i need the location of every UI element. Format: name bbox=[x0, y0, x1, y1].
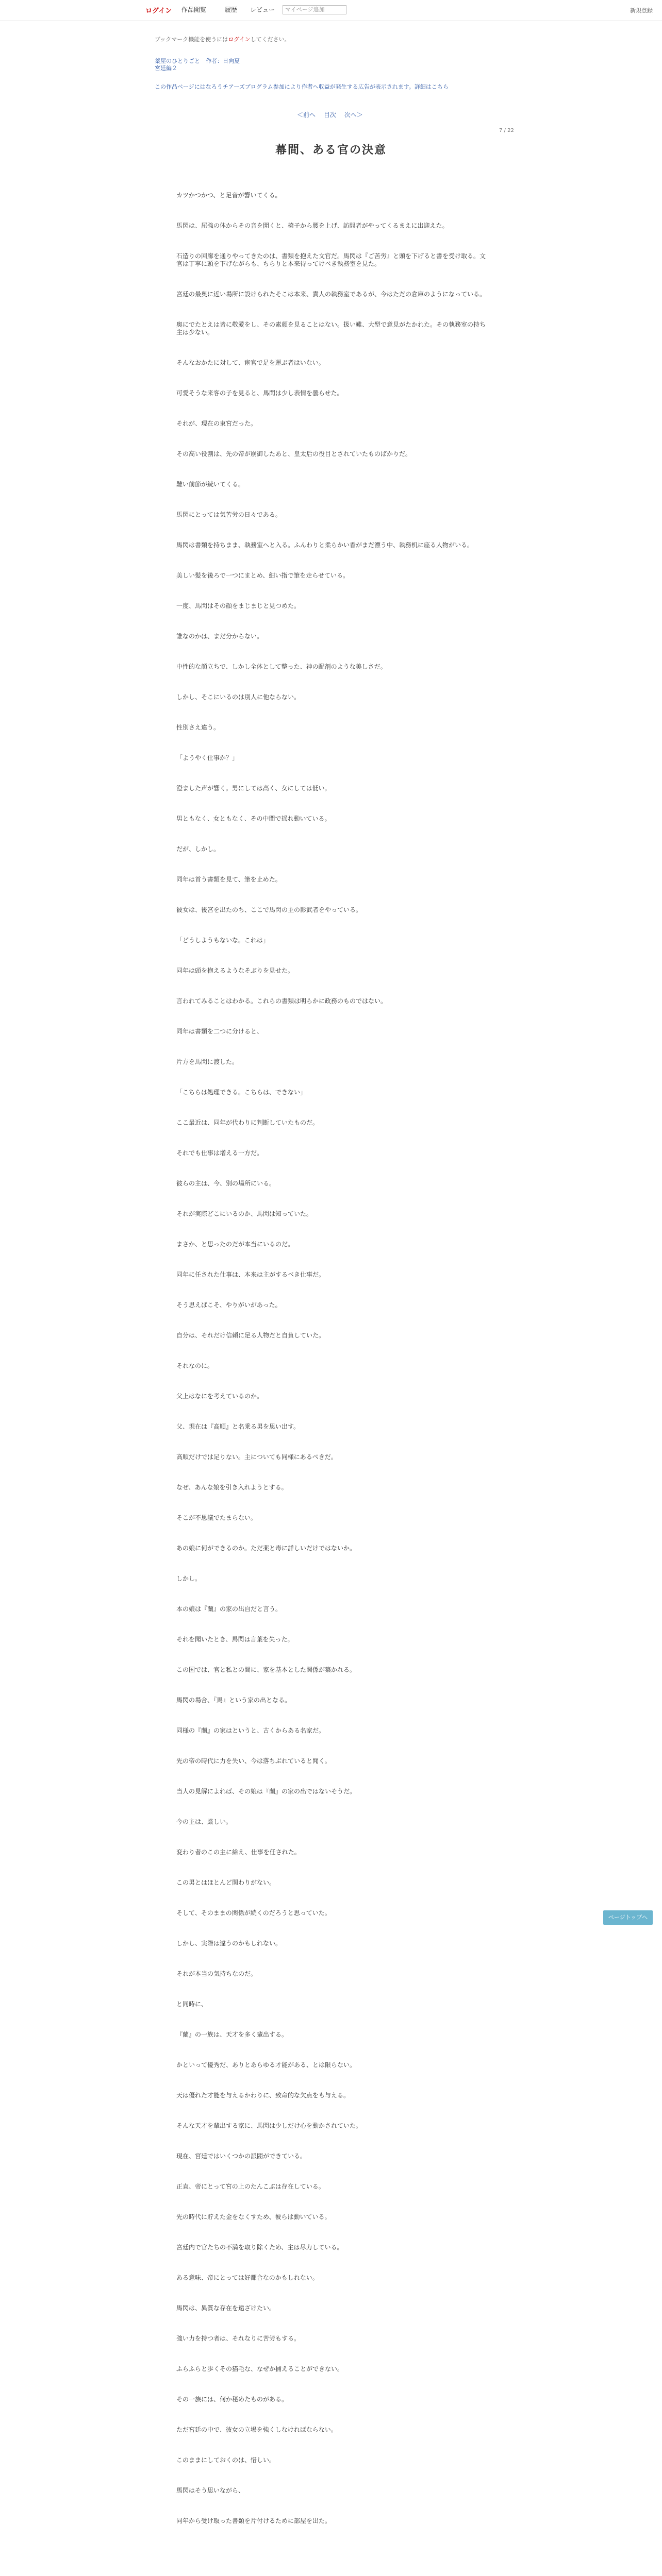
chapter-body bbox=[176, 192, 486, 2548]
body-paragraph: カツかつかつ、と足音が響いてくる。 bbox=[176, 192, 282, 199]
body-paragraph: 宮廷内で官たちの不満を取り除くため、主は尽力している。 bbox=[176, 2244, 343, 2251]
body-paragraph: この男とはほとんど関わりがない。 bbox=[176, 1879, 276, 1886]
nav-item-works[interactable]: 作品閲覧 bbox=[181, 6, 207, 13]
body-paragraph: しかし。 bbox=[176, 1575, 202, 1582]
body-paragraph: 片方を馬閃に渡した。 bbox=[176, 1058, 239, 1065]
bookmark-login-notice bbox=[155, 35, 290, 43]
chapter-pager bbox=[294, 110, 366, 119]
body-paragraph: 同年は頭を抱えるようなそぶりを見せた。 bbox=[176, 967, 294, 974]
body-paragraph: しかし、そこにいるのは別人に他ならない。 bbox=[176, 693, 301, 701]
body-paragraph: だが、しかし。 bbox=[176, 845, 220, 853]
body-paragraph: 男ともなく、女ともなく、その中間で揺れ動いている。 bbox=[176, 815, 331, 822]
prev-chapter-link[interactable]: ＜前へ bbox=[297, 111, 316, 118]
body-paragraph: そこが不思議でたまらない。 bbox=[176, 1514, 257, 1521]
body-paragraph: 父上はなにを考えているのか。 bbox=[176, 1393, 263, 1400]
notice-prefix: ブックマーク機能を使うには bbox=[155, 36, 228, 43]
body-paragraph: 高順だけでは足りない。主についても同様にあるべきだ。 bbox=[176, 1453, 337, 1461]
body-paragraph: 彼らの主は、今、別の場所にいる。 bbox=[176, 1180, 276, 1187]
nav-item-review[interactable]: レビュー bbox=[250, 6, 275, 13]
body-paragraph: 彼女は、後宮を出たのち、ここで馬閃の主の影武者をやっている。 bbox=[176, 906, 362, 913]
body-paragraph: そんなおかたに対して、宦官で足を運ぶ者はいない。 bbox=[176, 359, 325, 366]
body-paragraph: 宮廷の最奥に近い場所に設けられたそこは本来、貴人の執務室であるが、今はただの倉庫のようになっている。 bbox=[176, 291, 486, 298]
body-paragraph: それが、現在の東宮だった。 bbox=[176, 420, 257, 427]
body-paragraph: ある意味、帝にとっては好都合なのかもしれない。 bbox=[176, 2274, 319, 2281]
body-paragraph: 自分は、それだけ信頼に足る人物だと自負していた。 bbox=[176, 1332, 325, 1339]
page-top-button[interactable]: ページトップへ bbox=[603, 1910, 653, 1925]
ad-program-notice bbox=[155, 82, 449, 91]
body-paragraph: 馬閃は、異質な存在を遠ざけたい。 bbox=[176, 2304, 276, 2312]
body-paragraph: 同年は首う書類を見て、筆を止めた。 bbox=[176, 876, 282, 883]
top-navigation-bar bbox=[0, 0, 662, 21]
chapter-title: 幕間、ある官の決意 bbox=[275, 144, 387, 157]
body-paragraph: あの娘に何ができるのか。ただ薬と毒に詳しいだけではないか。 bbox=[176, 1545, 356, 1552]
body-paragraph: 誰なのかは、まだ分からない。 bbox=[176, 633, 263, 640]
notice-login-link[interactable]: ログイン bbox=[228, 36, 251, 43]
body-paragraph: 馬閃はそう思いながら、 bbox=[176, 2487, 245, 2494]
body-paragraph: 本の娘は『蘭』の家の出自だと言う。 bbox=[176, 1605, 282, 1613]
body-paragraph: ここ最近は、同年が代わりに判断していたものだ。 bbox=[176, 1119, 319, 1126]
table-of-contents-link[interactable]: 目次 bbox=[323, 111, 336, 118]
login-link[interactable]: ログイン bbox=[145, 7, 172, 15]
body-paragraph: 「どうしようもないな。これは」 bbox=[176, 937, 270, 944]
body-paragraph: 正直、帝にとって宮の上のたんこぶは存在している。 bbox=[176, 2183, 325, 2190]
series-title-author[interactable]: 薬屋のひとりごと 作者：日向夏 bbox=[155, 58, 240, 64]
body-paragraph: それが実際どこにいるのか、馬閃は知っていた。 bbox=[176, 1210, 313, 1217]
body-paragraph: 父、現在は『高順』と名乗る男を思い出す。 bbox=[176, 1423, 300, 1430]
search-input[interactable]: マイページ追加 bbox=[283, 5, 346, 14]
body-paragraph: まさか、と思ったのだが本当にいるのだ。 bbox=[176, 1241, 294, 1248]
ad-notice-text: この作品ページにはなろうチアーズプログラム参加により作者へ収益が発生する広告が表示されます。詳細は bbox=[155, 83, 432, 90]
body-paragraph: 石造りの回廊を通りやってきたのは、書類を抱えた文官だ。馬閃は『ご苦労』と頭を下げると書を受け取る。文官は丁寧に頭を下げながらも、ちらりと本来待ってけべき執務室を見た。 bbox=[176, 252, 486, 267]
body-paragraph: ふらふらと歩くその猫毛な、なぜか捕えることができない。 bbox=[176, 2365, 344, 2372]
body-paragraph: 言われてみることはわかる。これらの書類は明らかに政務のものではない。 bbox=[176, 997, 387, 1005]
body-paragraph: 馬閃にとっては気苦労の日々である。 bbox=[176, 511, 282, 518]
body-paragraph: そう思えばこそ、やりがいがあった。 bbox=[176, 1301, 282, 1309]
body-paragraph: この国では、官と私との間に、家を基本とした関係が築かれる。 bbox=[176, 1666, 356, 1673]
body-paragraph: 先の時代に貯えた金をなくすため、彼らは動いている。 bbox=[176, 2213, 331, 2221]
body-paragraph: 可愛そうな来客の子を見ると、馬閃は少し表情を曇らせた。 bbox=[176, 389, 343, 397]
body-paragraph: 強い力を持つ者は、それなりに苦労もする。 bbox=[176, 2335, 301, 2342]
body-paragraph: 中性的な顔立ちで、しかし全体として整った、神の配剤のような美しさだ。 bbox=[176, 663, 387, 670]
body-paragraph: 馬閃の場合、『馬』という家の出となる。 bbox=[176, 1697, 291, 1704]
body-paragraph: 同様の『蘭』の家はというと、古くからある名家だ。 bbox=[176, 1727, 325, 1734]
body-paragraph: 現在、宮廷ではいくつかの派閥ができている。 bbox=[176, 2153, 307, 2160]
body-paragraph: 澄ました声が響く。男にしては高く、女にしては低い。 bbox=[176, 785, 331, 792]
body-paragraph: 奥にでたとえは皆に敬愛をし、その素顔を見ることはない。扱い難、大型で意見がたかれた。その執務室の持ち主は少ない。 bbox=[176, 321, 486, 336]
body-paragraph: そして、そのままの関係が続くのだろうと思っていた。 bbox=[176, 1909, 331, 1917]
page-number: 7 / 22 bbox=[499, 128, 514, 133]
body-paragraph: 『蘭』の一族は、天才を多く輩出する。 bbox=[176, 2031, 288, 2038]
body-paragraph: 天は優れた才能を与えるかわりに、致命的な欠点をも与える。 bbox=[176, 2092, 350, 2099]
nav-item-history[interactable]: 履歴 bbox=[225, 6, 238, 13]
register-link[interactable]: 新規登録 bbox=[630, 7, 653, 14]
body-paragraph: それを聞いたとき、馬閃は言葉を失った。 bbox=[176, 1636, 294, 1643]
body-paragraph: と同時に、 bbox=[176, 2001, 208, 2008]
body-paragraph: それが本当の気持ちなのだ。 bbox=[176, 1970, 257, 1977]
body-paragraph: それでも仕事は増える一方だ。 bbox=[176, 1149, 263, 1157]
body-paragraph: 同年から受け取った書類を片付けるために部屋を出た。 bbox=[176, 2517, 332, 2524]
next-chapter-link[interactable]: 次へ＞ bbox=[344, 111, 363, 118]
body-paragraph: 先の帝の時代に力を失い、今は落ちぶれていると聞く。 bbox=[176, 1757, 331, 1765]
body-paragraph: 当人の見解によれば、その娘は『蘭』の家の出ではないそうだ。 bbox=[176, 1788, 356, 1795]
body-paragraph: 同年に任された仕事は、本来は主がするべき仕事だ。 bbox=[176, 1271, 325, 1278]
body-paragraph: 「こちらは処理できる。こちらは、できない」 bbox=[176, 1089, 307, 1096]
body-paragraph: かといって優秀だ、ありとあらゆる才能がある、とは限らない。 bbox=[176, 2061, 356, 2069]
body-paragraph: ただ宮廷の中で、彼女の立場を強くしなければならない。 bbox=[176, 2426, 337, 2433]
body-paragraph: しかし、実際は違うのかもしれない。 bbox=[176, 1940, 282, 1947]
ad-notice-link[interactable]: こちら bbox=[431, 83, 449, 90]
body-paragraph: 同年は書類を二つに分けると、 bbox=[176, 1028, 263, 1035]
body-paragraph: その一族には、何か秘めたものがある。 bbox=[176, 2396, 288, 2403]
body-paragraph: なぜ、あんな娘を引き入れようとする。 bbox=[176, 1484, 288, 1491]
body-paragraph: このままにしておくのは、惜しい。 bbox=[176, 2456, 276, 2464]
body-paragraph: 「ようやく仕事か？」 bbox=[176, 754, 239, 761]
body-paragraph: 今の主は、厳しい。 bbox=[176, 1818, 233, 1825]
body-paragraph: それなのに。 bbox=[176, 1362, 214, 1369]
body-paragraph: その高い役割は、先の帝が崩御したあと、皇太后の役目とされていたものばかりだ。 bbox=[176, 450, 412, 457]
body-paragraph: 馬閃は書類を持ちまま、執務室へと入る。ふんわりと柔らかい香がまだ漂う中、執務机に座る人物がいる。 bbox=[176, 541, 474, 549]
body-paragraph: 難い前節が続いてくる。 bbox=[176, 481, 245, 488]
notice-suffix: してください。 bbox=[250, 36, 290, 43]
body-paragraph: 変わり者のこの主に給え、仕事を任された。 bbox=[176, 1849, 301, 1856]
body-paragraph: 美しい髪を後ろで一つにまとめ、細い指で筆を走らせている。 bbox=[176, 572, 350, 579]
body-paragraph: そんな天才を輩出する家に、馬閃は少しだけ心を動かされていた。 bbox=[176, 2122, 362, 2129]
body-paragraph: 一度、馬閃はその顔をまじまじと見つめた。 bbox=[176, 602, 301, 609]
body-paragraph: 性別さえ違う。 bbox=[176, 724, 220, 731]
chapter-group[interactable]: 宮廷編２ bbox=[155, 65, 177, 72]
body-paragraph: 馬閃は、屈強の体からその音を聞くと、椅子から腰を上げ、訪問者がやってくるまえに出迎えた。 bbox=[176, 222, 449, 229]
